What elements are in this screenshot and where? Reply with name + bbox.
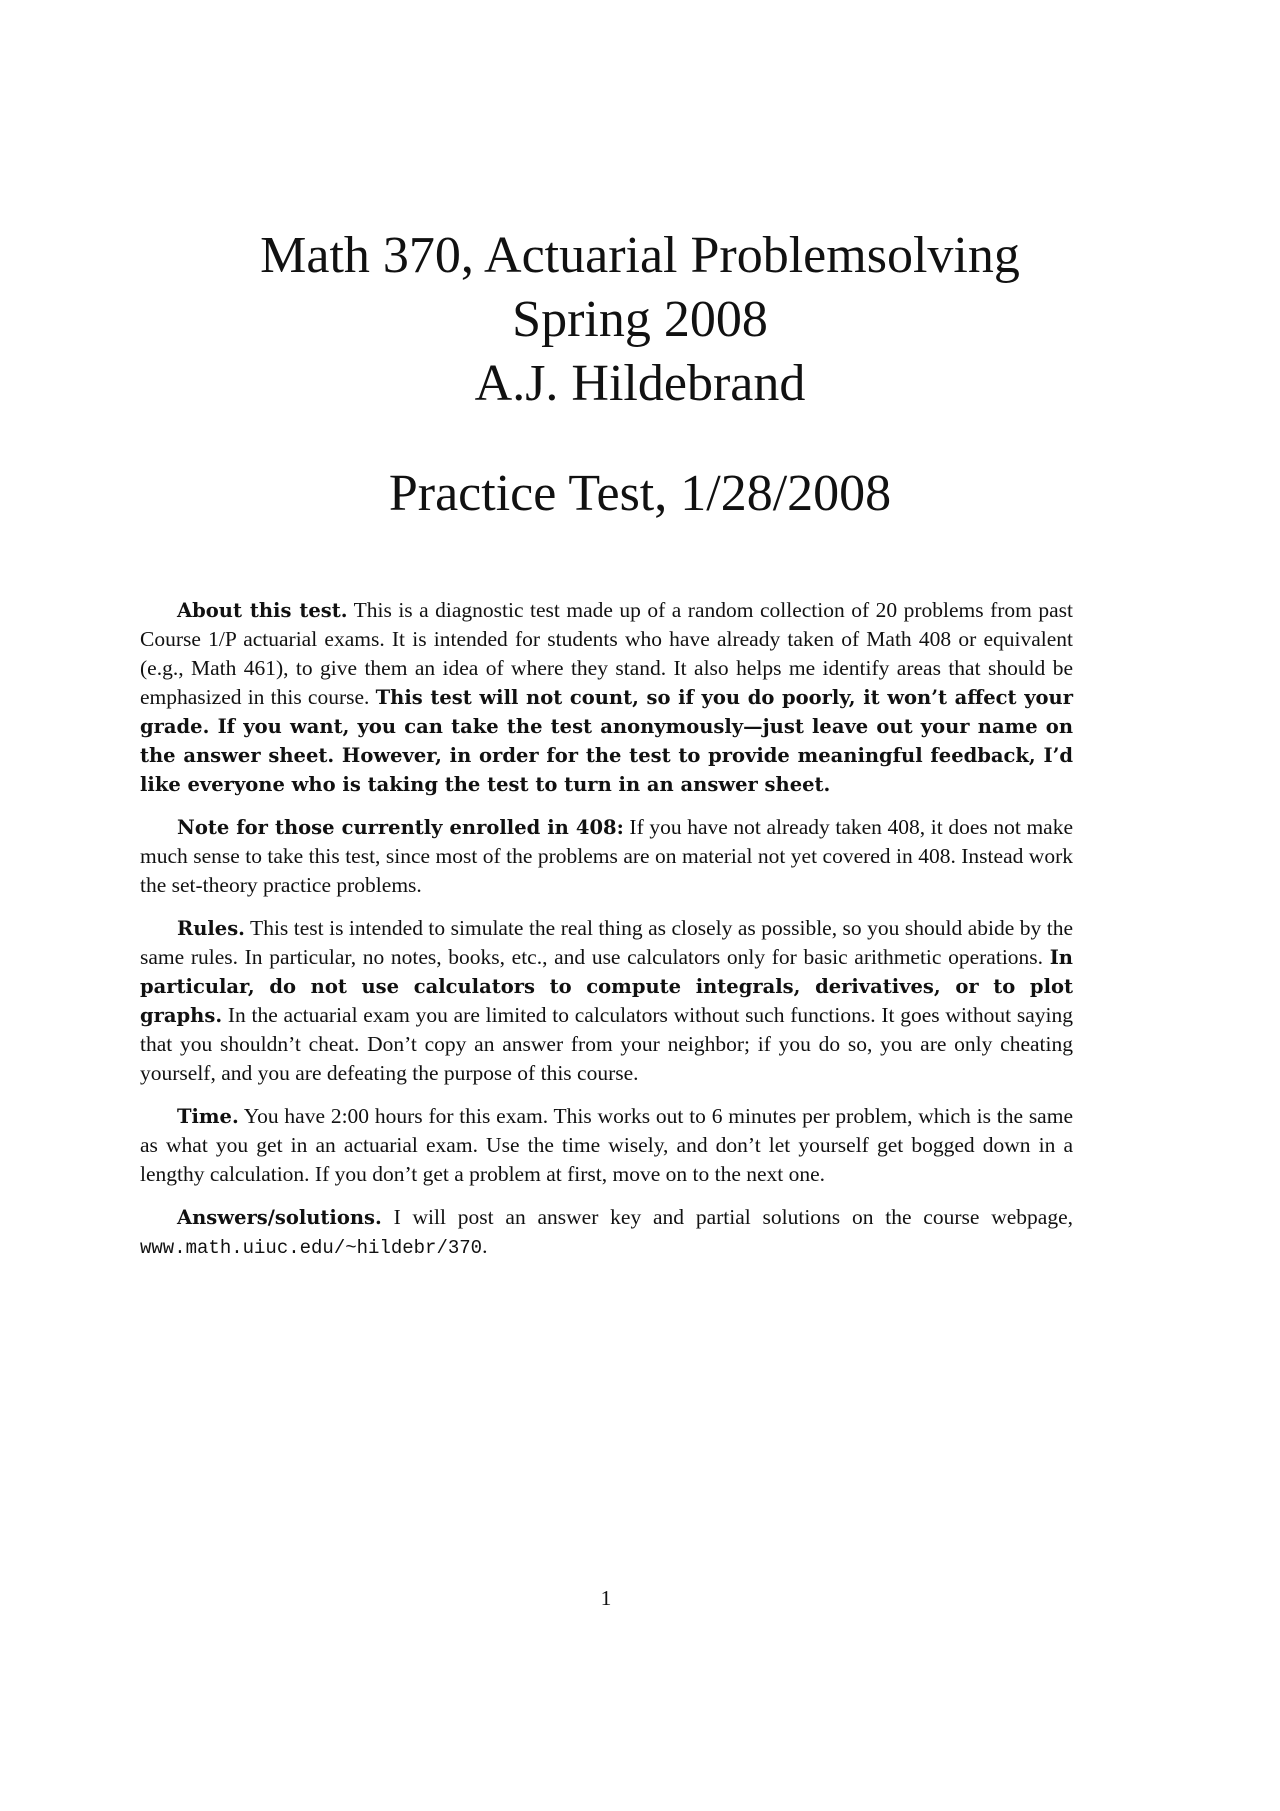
about-paragraph [140, 596, 1073, 799]
time-heading: Time. [177, 1105, 239, 1128]
answers-paragraph [140, 1203, 1073, 1263]
author-line: A.J. Hildebrand [474, 355, 806, 412]
rules-bold-text: In particular, do not use calculators to compute integrals, derivatives, or to plot graphs. [140, 946, 1073, 1027]
about-heading: About this test. [177, 599, 348, 622]
about-text: This is a diagnostic test made up of a random collection of 20 problems from past Course 1/P actuarial exams. It is intended for students who have already taken of Math 408 or equivalent (e.g., Math 461), to give them an idea of where they stand. It also helps me identify areas that should be emphasized in this course. [140, 598, 1073, 709]
rules-text-after: In the actuarial exam you are limited to calculators without such functions. It goes without saying that you shouldn’t cheat. Don’t copy an answer from your neighbor; if you do so, you are only cheating yourself, and you are defeating the purpose of this course. [140, 1003, 1073, 1085]
answers-text: I will post an answer key and partial solutions on the course webpage, [381, 1205, 1073, 1229]
rules-paragraph [140, 914, 1073, 1088]
course-title: Math 370, Actuarial Problemsolving [260, 227, 1020, 284]
time-paragraph [140, 1102, 1073, 1189]
answers-heading: Answers/solutions. [177, 1206, 382, 1229]
document-body [140, 596, 1073, 1277]
rules-heading: Rules. [177, 917, 245, 940]
note-heading: Note for those currently enrolled in 408: [177, 816, 624, 839]
answers-text-after: . [482, 1234, 488, 1258]
time-text: You have 2:00 hours for this exam. This works out to 6 minutes per problem, which is the same as what you get in an actuarial exam. Use the time wisely, and don’t let yourself get bogged down in a lengthy calculation. If you don’t get a problem at first, move on to the next one. [140, 1104, 1073, 1186]
page-number: 1 [600, 1586, 612, 1610]
rules-text: This test is intended to simulate the real thing as closely as possible, so you should abide by the same rules. In particular, no notes, books, etc., and use calculators only for basic arithmetic operations. [140, 916, 1073, 969]
note-paragraph [140, 813, 1073, 900]
title-block [0, 224, 1280, 416]
course-webpage-link[interactable]: www.math.uiuc.edu/~hildebr/370 [140, 1237, 483, 1259]
test-title: Practice Test, 1/28/2008 [388, 465, 892, 522]
about-bold-text: This test will not count, so if you do poorly, it won’t affect your grade. If you want, you can take the test anonymously—just leave out your name on the answer sheet. However, in order for the test to provide meaningful feedback, I’d like everyone who is taking the test to turn in an answer sheet. [140, 686, 1073, 796]
note-text: If you have not already taken 408, it does not make much sense to take this test, since most of the problems are on material not yet covered in 408. Instead work the set-theory practice problems. [140, 815, 1074, 897]
term-line: Spring 2008 [512, 291, 768, 348]
